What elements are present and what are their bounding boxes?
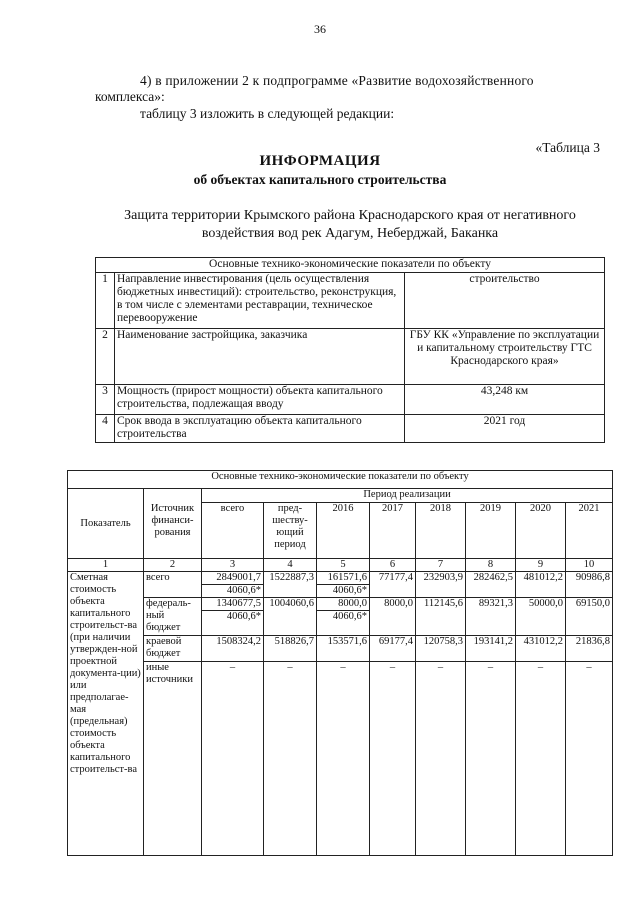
table-header: Основные технико-экономические показатели по объекту (96, 258, 605, 273)
cell-value: 8000,0 (338, 598, 367, 609)
cell-value: 1340677,5 (216, 598, 261, 609)
cell-value: 161571,6 (327, 572, 367, 583)
cell-value: 1004060,6 (264, 598, 317, 636)
object-title: Защита территории Крымского района Краснодарского края от негативного воздействия вод рек Адагум, Неберджай, Баканка (124, 208, 576, 241)
row-number: 3 (96, 385, 115, 415)
row-label: Срок ввода в эксплуатацию объекта капитального строительства (115, 415, 405, 443)
cell-value: 69177,4 (370, 636, 416, 662)
row-label: Направление инвестирования (цель осуществления бюджетных инвестиций): строительство, реконструкция, в том числе с элементами реставрации, техническое перевооружение (115, 273, 405, 329)
cell-value: 1522887,3 (264, 572, 317, 598)
row-label: Мощность (прирост мощности) объекта капитального строительства, подлежащая вводу (115, 385, 405, 415)
row-label: Наименование застройщика, заказчика (115, 329, 405, 385)
cell-dash: – (317, 662, 370, 856)
column-header-indicator: Показатель (68, 489, 144, 559)
cell-value: 481012,2 (516, 572, 566, 598)
intro-line-3: таблицу 3 изложить в следующей редакции: (140, 106, 395, 121)
object-info-table (95, 257, 605, 443)
column-header-period: Период реализации (202, 489, 613, 503)
page-title: ИНФОРМАЦИЯ (259, 153, 381, 169)
cell-value: 153571,6 (317, 636, 370, 662)
cell-value: 90986,8 (566, 572, 613, 598)
column-header-year: 2018 (416, 503, 466, 559)
column-header-year: 2016 (317, 503, 370, 559)
column-number: 1 (68, 559, 144, 572)
column-number: 2 (144, 559, 202, 572)
cell-value: 120758,3 (416, 636, 466, 662)
cell-value: 89321,3 (466, 598, 516, 636)
cell-value: 2849001,7 (216, 572, 261, 583)
column-number: 7 (416, 559, 466, 572)
column-number: 10 (566, 559, 613, 572)
cell-value: 431012,2 (516, 636, 566, 662)
page-subtitle: об объектах капитального строительства (193, 172, 447, 187)
column-header-source: Источник финанси-рования (144, 489, 202, 559)
cell-value: 4060,6* (202, 584, 263, 597)
column-number: 5 (317, 559, 370, 572)
column-header-year: 2021 (566, 503, 613, 559)
table-header: Основные технико-экономические показатели по объекту (68, 471, 613, 489)
column-number: 3 (202, 559, 264, 572)
cell-dash: – (566, 662, 613, 856)
indicator-cell: Сметная стоимость объекта капитального строительст-ва (при наличии утвержден-ной проектной документа-ции) или предполагае-мая (предельная) стоимость объекта капитального строительст-ва (68, 572, 144, 856)
cell-dash: – (202, 662, 264, 856)
row-number: 4 (96, 415, 115, 443)
cell-value: 4060,6* (317, 610, 369, 623)
cell-value: 50000,0 (516, 598, 566, 636)
page-number: 36 (314, 22, 326, 36)
cost-table (67, 470, 613, 856)
cell-value: 518826,7 (264, 636, 317, 662)
cell-value: 282462,5 (466, 572, 516, 598)
cell-dash: – (516, 662, 566, 856)
cell-value: 193141,2 (466, 636, 516, 662)
row-number: 2 (96, 329, 115, 385)
cell-value: 21836,8 (566, 636, 613, 662)
cell-value: 4060,6* (317, 584, 369, 597)
table-row: всего (144, 572, 202, 598)
cell-value: 232903,9 (416, 572, 466, 598)
cell-value: 4060,6* (202, 610, 263, 623)
cell-dash: – (416, 662, 466, 856)
row-value: ГБУ КК «Управление по эксплуатации и капитальному строительству ГТС Краснодарского края» (405, 329, 605, 385)
column-header-total: всего (202, 503, 264, 559)
row-value: 43,248 км (405, 385, 605, 415)
table-row: иные источники (144, 662, 202, 856)
cell-dash: – (264, 662, 317, 856)
row-number: 1 (96, 273, 115, 329)
cell-value: 112145,6 (416, 598, 466, 636)
column-header-year: 2019 (466, 503, 516, 559)
column-number: 8 (466, 559, 516, 572)
column-number: 9 (516, 559, 566, 572)
table-row: федераль-ный бюджет (144, 598, 202, 636)
table-note: «Таблица 3 (535, 140, 600, 155)
intro-line-2: комплекса»: (95, 89, 165, 104)
row-value: 2021 год (405, 415, 605, 443)
column-header-year: 2017 (370, 503, 416, 559)
cell-value: 77177,4 (370, 572, 416, 598)
cell-value: 69150,0 (566, 598, 613, 636)
intro-line-1: 4) в приложении 2 к подпрограмме «Развитие водохозяйственного (140, 73, 534, 88)
column-header-prior: пред-шеству-ющий период (264, 503, 317, 559)
row-value: строительство (405, 273, 605, 329)
cell-dash: – (370, 662, 416, 856)
column-number: 6 (370, 559, 416, 572)
column-number: 4 (264, 559, 317, 572)
cell-value: 1508324,2 (202, 636, 264, 662)
cell-dash: – (466, 662, 516, 856)
table-row: краевой бюджет (144, 636, 202, 662)
cell-value: 8000,0 (370, 598, 416, 636)
column-header-year: 2020 (516, 503, 566, 559)
